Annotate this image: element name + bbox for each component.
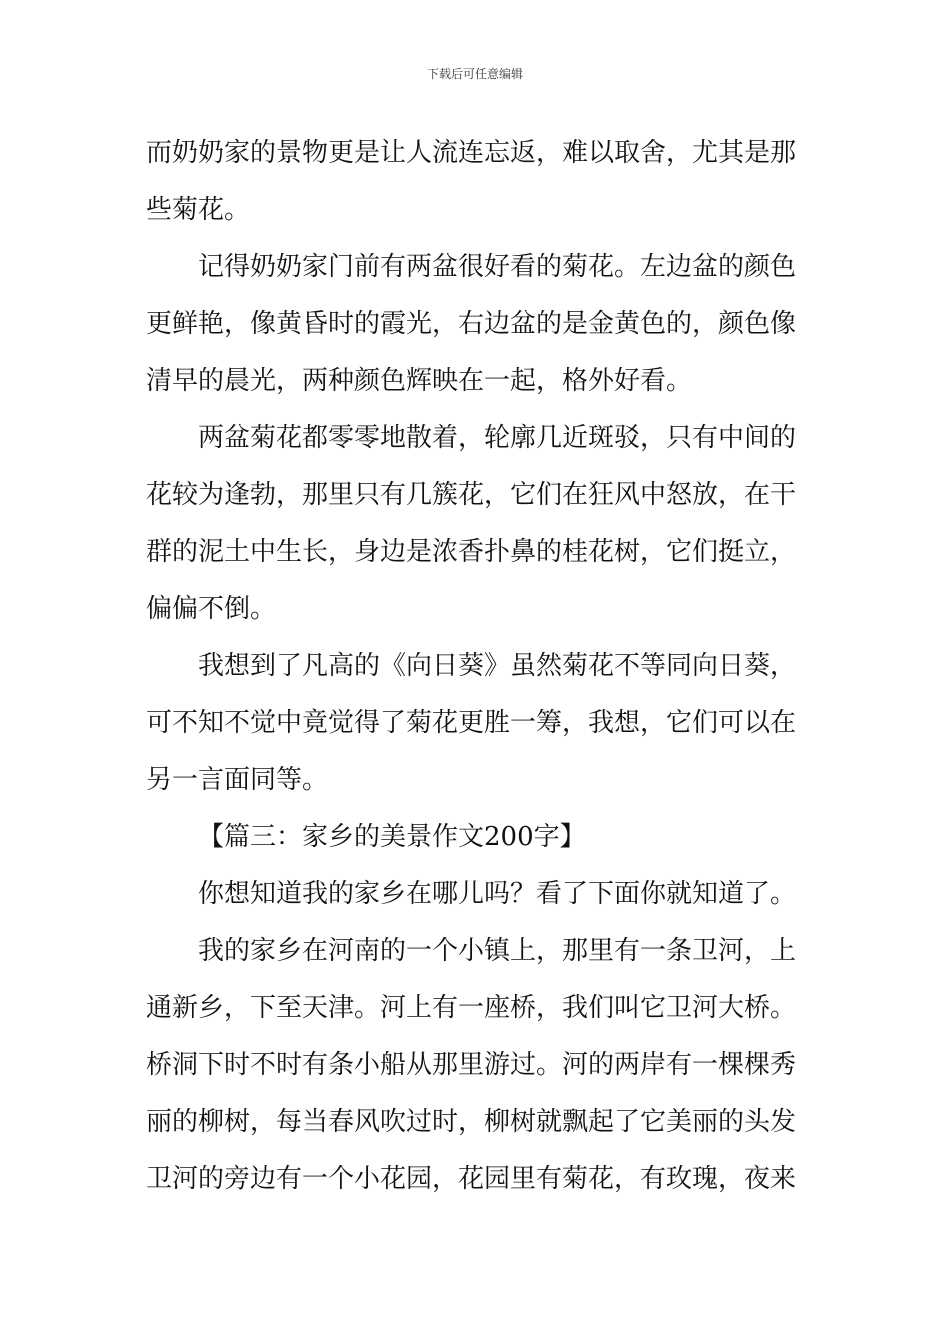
text-line: 而奶奶家的景物更是让人流连忘返，难以取舍，尤其是那	[146, 138, 797, 168]
document-body	[146, 125, 806, 1208]
text-line: 我的家乡在河南的一个小镇上，那里有一条卫河，上	[198, 936, 797, 966]
text-line: 花较为逢勃，那里只有几簇花，它们在狂风中怒放，在干	[146, 480, 797, 510]
text-line: 些菊花。	[146, 195, 251, 225]
text-line: 更鲜艳，像黄昏时的霞光，右边盆的是金黄色的，颜色像	[146, 309, 797, 339]
text-line: 桥洞下时不时有条小船从那里游过。河的两岸有一棵棵秀	[146, 1050, 797, 1080]
text-line: 我想到了凡高的《向日葵》虽然菊花不等同向日葵，	[198, 651, 797, 681]
text-line: 你想知道我的家乡在哪儿吗？看了下面你就知道了。	[198, 879, 797, 909]
text-line: 另一言面同等。	[146, 765, 329, 795]
text-line: 群的泥土中生长，身边是浓香扑鼻的桂花树，它们挺立，	[146, 537, 797, 567]
text-line: 偏偏不倒。	[146, 594, 277, 624]
page-header: 下载后可任意编辑	[426, 67, 523, 81]
text-line: 丽的柳树，每当春风吹过时，柳树就飘起了它美丽的头发	[146, 1107, 797, 1137]
text-line: 卫河的旁边有一个小花园，花园里有菊花，有玫瑰，夜来	[146, 1164, 797, 1194]
section-heading: 【篇三：家乡的美景作文200字】	[198, 822, 586, 852]
text-line: 可不知不觉中竟觉得了菊花更胜一筹，我想，它们可以在	[146, 708, 797, 738]
text-line: 清早的晨光，两种颜色辉映在一起，格外好看。	[146, 366, 693, 396]
text-line: 通新乡，下至天津。河上有一座桥，我们叫它卫河大桥。	[146, 993, 797, 1023]
text-line: 两盆菊花都零零地散着，轮廓几近斑驳，只有中间的	[198, 423, 797, 453]
text-line: 记得奶奶家门前有两盆很好看的菊花。左边盆的颜色	[198, 252, 797, 282]
